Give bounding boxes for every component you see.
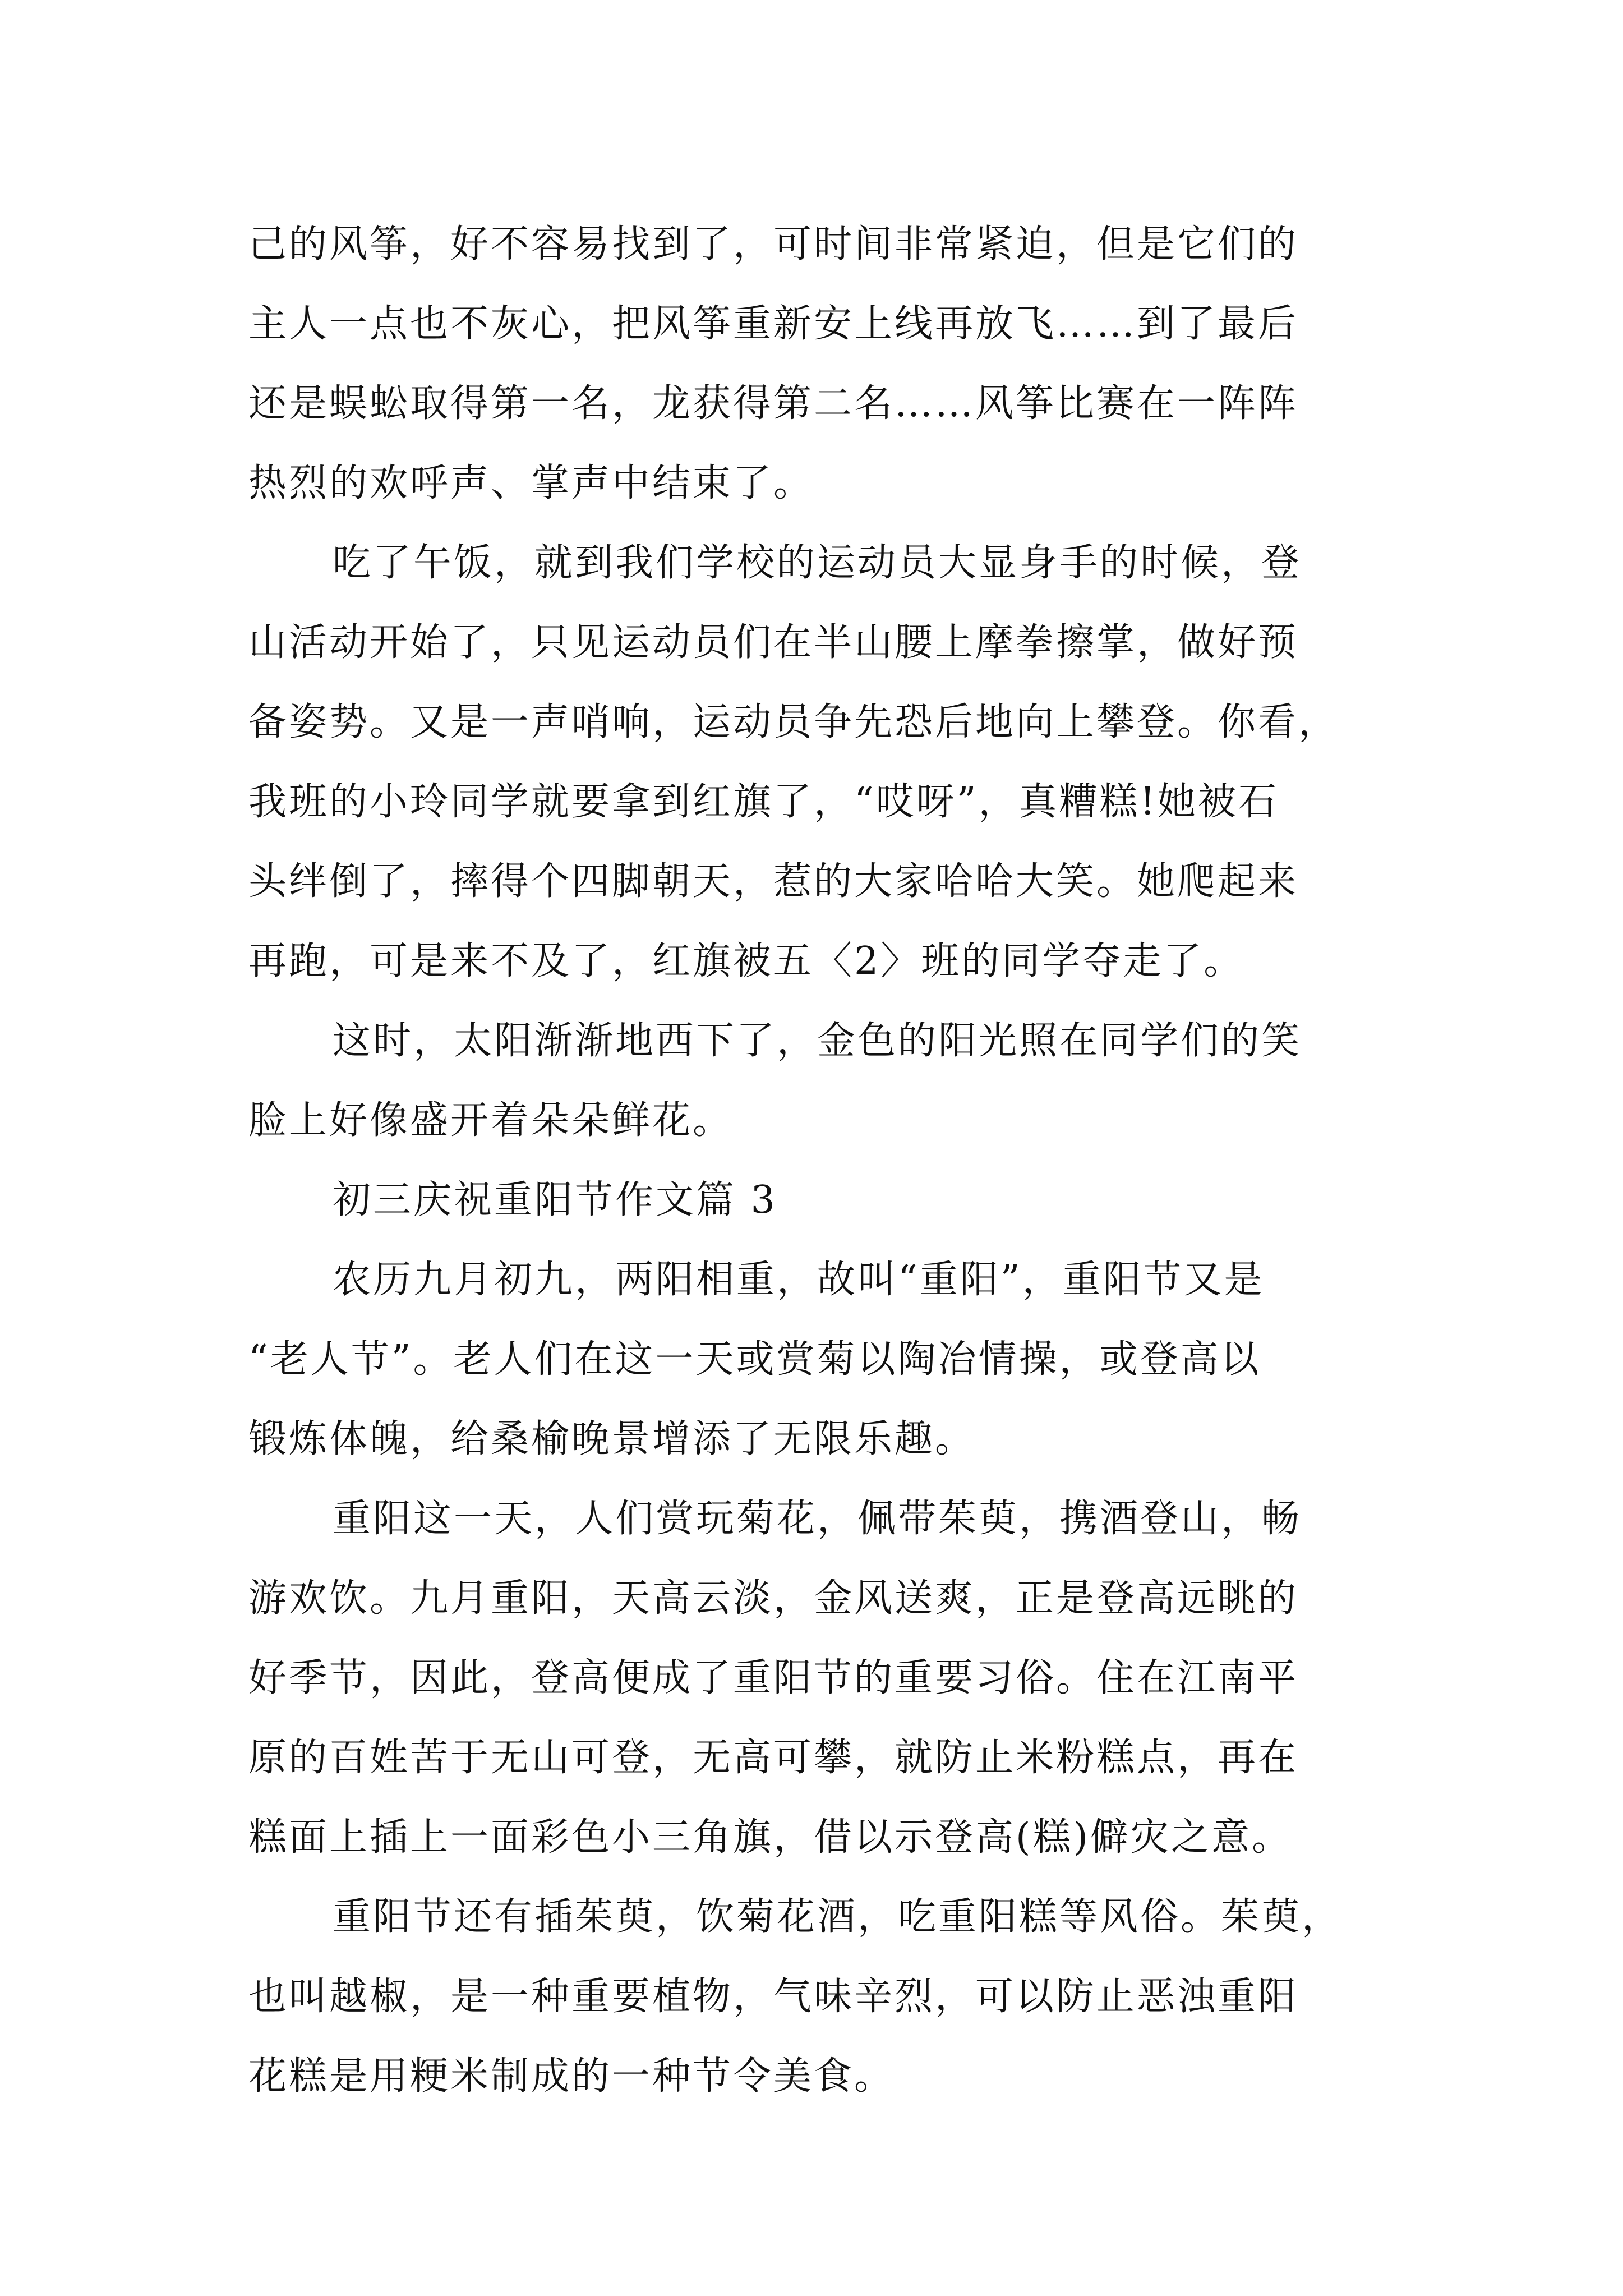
- text-line: 头绊倒了，摔得个四脚朝天，惹的大家哈哈大笑。她爬起来: [248, 859, 1299, 904]
- text-line: 原的百姓苦于无山可登，无高可攀，就防止米粉糕点，再在: [248, 1736, 1299, 1780]
- text-line: 脸上好像盛开着朵朵鲜花。: [248, 1098, 734, 1143]
- text-line: 糕面上插上一面彩色小三角旗，借以示登高(糕)僻灾之意。: [248, 1815, 1293, 1860]
- text-line: 己的风筝，好不容易找到了，可时间非常紧迫，但是它们的: [248, 222, 1299, 266]
- text-line: 好季节，因此，登高便成了重阳节的重要习俗。住在江南平: [248, 1656, 1299, 1700]
- section-heading: 初三庆祝重阳节作文篇 3: [333, 1178, 777, 1222]
- text-line: 这时，太阳渐渐地西下了，金色的阳光照在同学们的笑: [333, 1019, 1302, 1063]
- text-line: 我班的小玲同学就要拿到红旗了，“哎呀”，真糟糕!她被石: [248, 780, 1279, 824]
- text-line: 还是蜈蚣取得第一名，龙获得第二名……风筝比赛在一阵阵: [248, 381, 1299, 426]
- text-line: 重阳节还有插茱萸，饮菊花酒，吃重阳糕等风俗。茱萸，: [333, 1895, 1343, 1939]
- text-line: 锻炼体魄，给桑榆晚景增添了无限乐趣。: [248, 1417, 976, 1461]
- text-line: 山活动开始了，只见运动员们在半山腰上摩拳擦掌，做好预: [248, 620, 1299, 665]
- document-body: [248, 205, 1393, 2116]
- text-line: “老人节”。老人们在这一天或赏菊以陶冶情操，或登高以: [248, 1337, 1261, 1382]
- text-line: 也叫越椒，是一种重要植物，气味辛烈，可以防止恶浊重阳: [248, 1975, 1299, 2019]
- text-line: 备姿势。又是一声哨响，运动员争先恐后地向上攀登。你看，: [248, 700, 1339, 744]
- text-line: 花糕是用粳米制成的一种节令美食。: [248, 2054, 895, 2099]
- text-line: 农历九月初九，两阳相重，故叫“重阳”，重阳节又是: [333, 1258, 1265, 1302]
- text-line: 游欢饮。九月重阳，天高云淡，金风送爽，正是登高远眺的: [248, 1576, 1299, 1621]
- text-line: 吃了午饭，就到我们学校的运动员大显身手的时候，登: [333, 541, 1302, 585]
- text-line: 重阳这一天，人们赏玩菊花，佩带茱萸，携酒登山，畅: [333, 1497, 1302, 1541]
- text-line: 再跑，可是来不及了，红旗被五〈2〉班的同学夺走了。: [248, 939, 1244, 983]
- text-line: 热烈的欢呼声、掌声中结束了。: [248, 461, 814, 505]
- text-line: 主人一点也不灰心，把风筝重新安上线再放飞……到了最后: [248, 302, 1299, 346]
